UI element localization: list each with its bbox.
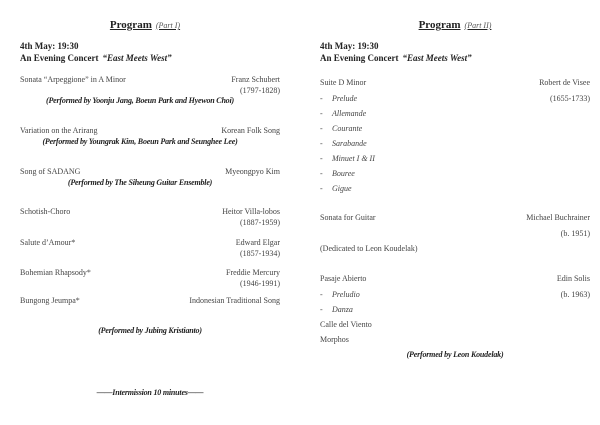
piece-composer: Korean Folk Song — [221, 126, 280, 135]
piece-composer: Edward Elgar — [235, 238, 280, 247]
composer-dates: (1946-1991) — [240, 279, 280, 288]
program-title: Program (Part I) — [109, 19, 181, 31]
piece-title: Salute d’Amour* — [20, 238, 76, 247]
concert-heading: An Evening Concert “East Meets West” — [320, 53, 472, 63]
performers: (Performed by The Siheung Guitar Ensemble) — [67, 178, 213, 187]
piece-composer: Freddie Mercury — [226, 268, 280, 277]
composer-dates: (1857-1934) — [240, 249, 280, 258]
performers: (Performed by Jubing Kristianto) — [98, 326, 202, 335]
piece-composer: Franz Schubert — [231, 75, 280, 84]
piece-composer: Edin Solis — [556, 274, 590, 283]
piece-title: Morphos — [320, 335, 349, 344]
movement: - Minuet I & II — [320, 154, 375, 163]
movement: - Gigue — [320, 184, 352, 193]
piece-composer: Indonesian Traditional Song — [189, 296, 280, 305]
performers: (Performed by Leon Koudelak) — [406, 350, 504, 359]
composer-dates: (1887-1959) — [240, 218, 280, 227]
dedication: (Dedicated to Leon Koudelak) — [320, 244, 418, 253]
piece-composer: Myeongpyo Kim — [225, 167, 280, 176]
concert-heading: An Evening Concert “East Meets West” — [20, 53, 172, 63]
composer-dates: (1797-1828) — [240, 86, 280, 95]
performers: (Performed by Yoonju Jang, Boeun Park and Hyewon Choi) — [46, 96, 234, 105]
piece-title: Bungong Jeumpa* — [20, 296, 80, 305]
piece-title: Sonata “Arpeggione” in A Minor — [20, 75, 126, 84]
program-title: Program (Part II) — [418, 19, 492, 31]
composer-dates: (b. 1951) — [560, 229, 590, 238]
movement: - Sarabande — [320, 139, 367, 148]
program-part-2 — [310, 0, 600, 425]
movement: - Danza — [320, 305, 353, 314]
movement: - Allemande — [320, 109, 367, 118]
piece-title: Suite D Minor — [320, 78, 367, 87]
piece-title: Bohemian Rhapsody* — [20, 268, 91, 277]
movement: - Courante — [320, 124, 363, 133]
movement: - Bouree — [320, 169, 355, 178]
piece-composer: Robert de Visee — [539, 78, 590, 87]
piece-title: Calle del Viento — [320, 320, 372, 329]
piece-title: Sonata for Guitar — [320, 213, 376, 222]
intermission: ——Intermission 10 minutes—— — [96, 388, 204, 397]
movement: - Preludio — [320, 290, 360, 299]
piece-title: Pasaje Abierto — [320, 274, 367, 283]
composer-dates: (1655-1733) — [550, 94, 590, 103]
piece-title: Song of SADANG — [20, 167, 81, 176]
program-part-1 — [0, 0, 290, 425]
movement: - Prelude — [320, 94, 358, 103]
piece-composer: Heitor Villa-lobos — [222, 207, 280, 216]
part-label: (Part II) — [464, 21, 492, 30]
piece-title: Schotish-Choro — [20, 207, 71, 216]
performers: (Performed by Youngrak Kim, Boeun Park and Seunghee Lee) — [42, 137, 238, 146]
piece-composer: Michael Buchrainer — [526, 213, 590, 222]
concert-date: 4th May: 19:30 — [320, 41, 379, 51]
concert-date: 4th May: 19:30 — [20, 41, 79, 51]
composer-dates: (b. 1963) — [560, 290, 590, 299]
part-label: (Part I) — [155, 21, 181, 30]
piece-title: Variation on the Arirang — [20, 126, 98, 135]
